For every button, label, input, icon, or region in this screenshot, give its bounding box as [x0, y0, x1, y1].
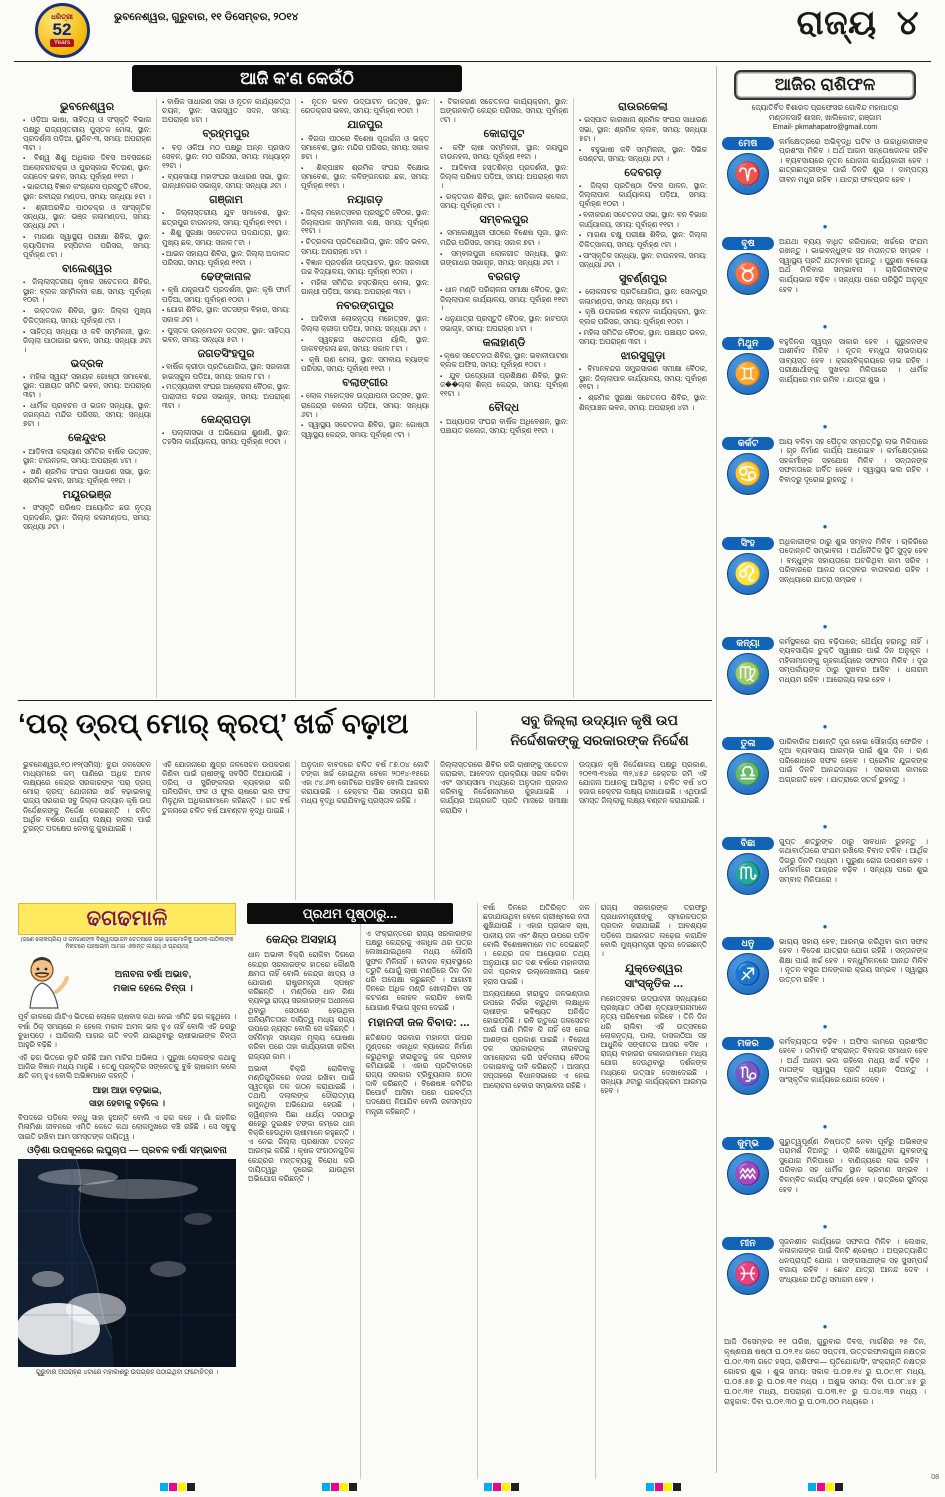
horoscope-text: ଗୁରୁତ୍ୱପୂର୍ଣ୍ଣ ନିଷ୍ପତ୍ତି ନେବା ପୂର୍ବରୁ ଅଭିଜ୍ଞଙ୍କ ପରାମର୍ଶ ନିଅନ୍ତୁ । ଚାକିରି ଖୋଜୁଥିବା ଯୁବକଙ୍କୁ ସୁଯୋଗ ମିଳିପାରେ । ବାଣିଜ୍ୟରେ ଲାଭ ରହିବ । ପରିବାର ସହ ଧାର୍ମିକ ସ୍ଥାନ ଭ୍ରମଣ ସମ୍ଭବ । ବିଳମ୍ବିତ କାର୍ଯ୍ୟ ସଂପୂର୍ଣ୍ଣ ହେବ । ରାତ୍ରିରେ ସୁନିଦ୍ରା ହେବ । [779, 1136, 928, 1194]
zodiac-figure [722, 637, 774, 695]
event-item: ▪ କୃଷି ଯନ୍ତ୍ରପାତି ପ୍ରଦର୍ଶନୀ, ସ୍ଥାନ: କୃଷି ଫାର୍ମ ପଡ଼ିଆ, ସମୟ: ପୂର୍ବାହ୍ଣ ୧୦ଟା । [162, 286, 290, 304]
district-heading: ଢେଙ୍କାନାଳ [201, 270, 251, 283]
event-item: ▪ ସାହିତ୍ୟ ସନ୍ଧ୍ୟା ଓ କବି ସମ୍ମିଳନୀ, ସ୍ଥାନ: ଜିଲ୍ଲା ପାଠାଗାର ଭବନ, ସମୟ: ସନ୍ଧ୍ୟା ୬ଟା । [23, 328, 151, 355]
cartoon-paragraph: ପୂର୍ବ କାଳରେ ଗାଁଟିଏ ଭିତରେ ଲୋକେ ଚାଷବାସ କଥା ନେଇ ଏମିତି ଢଗ କହୁଥିଲେ । ବର୍ଷା ଠିକ୍ ସମୟରେ ନ ହେଲେ ମକାଳ ଅମଳ ଭଲ ହୁଏ ନାହିଁ ବୋଲି ଏହି ଢଗରୁ ବୁଝାପଡ଼େ । ଆଜିକାଲି ପାଗର ଗତି ବଦଳି ଯାଇଥିବାରୁ ଚାଷୀଭାଇଙ୍କ ଚିନ୍ତା ଆହୁରି ବଢ଼ିଛି । [18, 1012, 236, 1050]
horoscope-entry [722, 1032, 928, 1132]
lead-body-column: ଅନୁଦାନ ବାବଦରେ ଚଳିତ ବର୍ଷ ୮୭.୦୪ କୋଟି ଟଙ୍କା ଖର୍ଚ୍ଚ ହୋଇଥିବା ବେଳେ ୨୦୧୪-୧୫ରେ ଏହା ୯୪.୬୩ କୋଟିରେ ପହଞ୍ଚିବ ବୋଲି ଆକଳନ କରାଯାଇଛି । ହେକ୍ଟର ପିଛା ସହାୟତା ରାଶି ମଧ୍ୟ ବୃଦ୍ଧି କରାଯିବାକୁ ପ୍ରସ୍ତାବ ରହିଛି । [295, 760, 434, 900]
zodiac-name: ଧନୁ [722, 937, 774, 950]
horoscope-entry [722, 232, 928, 332]
zodiac-figure [722, 437, 774, 495]
event-item: ▪ ରକ୍ତଦାନ ଶିବିର, ସ୍ଥାନ: ମେଡିକାଲ କଲେଜ, ସମୟ: ପୂର୍ବାହ୍ଣ ୯ଟା । [440, 193, 568, 211]
horoscope-entry [722, 332, 928, 432]
zodiac-icon: ♈ [727, 153, 769, 195]
event-item: ▪ ଅଧ୍ୟାପକ ସଂଘର ବାର୍ଷିକ ଅଧିବେଶନ, ସ୍ଥାନ: ପଞ୍ଚାୟତ କଲେଜ, ସମୟ: ପୂର୍ବାହ୍ଣ ୧୧ଟା । [440, 418, 568, 436]
zodiac-icon: ♒ [727, 1153, 769, 1195]
zodiac-name: ମୀନ [722, 1237, 774, 1250]
event-item: ▪ ସ୍ୱଚ୍ଛତା ସଚେତନତା ର୍ୟାଲି, ସ୍ଥାନ: ଡାକବଙ୍ଗଳା ଛକ, ସମୟ: ସକାଳ ୮ଟା । [301, 336, 429, 354]
zodiac-name: ମେଷ [722, 137, 774, 150]
registration-marks [484, 1483, 519, 1491]
article-subhead: ମହାନଦୀ ଜଳ ବିବାଦ: ... [367, 1016, 470, 1029]
event-item: ▪ ଖଣି ଶ୍ରମିକ ସଂଘର ସାଧାରଣ ସଭା, ସ୍ଥାନ: ଶ୍ରମିକ ଭବନ, ସମୟ: ପୂର୍ବାହ୍ଣ ୧୧ଟା । [23, 468, 151, 486]
zodiac-icon: ♑ [727, 1053, 769, 1095]
event-item: ▪ ଶିଶୁ ସୁରକ୍ଷା ସଚେତନତା ପଦଯାତ୍ରା, ସ୍ଥାନ: ମୁଖ୍ୟ ଛକ, ସମୟ: ସକାଳ ୮ଟା । [162, 229, 290, 247]
masthead-logo [22, 3, 102, 61]
paper-name: ଧରିତ୍ରୀ [51, 13, 73, 21]
weather-photo-caption: ଗୁରୁବାର ଅପରାହ୍ଣ ୪ଟାରେ ମହାକାଶରୁ ଉପଗ୍ରହ ପଠାଇଥିବା ଫଟୋଚିତ୍ର । [35, 1369, 219, 1377]
event-item: ▪ ଜିଲ୍ଲା ପ୍ରତିଷ୍ଠା ଦିବସ ପାଳନ, ସ୍ଥାନ: ଜିଲ୍ଲାପାଳ କାର୍ଯ୍ୟାଳୟ ପଡ଼ିଆ, ସମୟ: ପୂର୍ବାହ୍ଣ ୧୦ଟା । [579, 182, 707, 209]
event-item: ▪ କଫି ଚାଷୀ ସମ୍ମିଳନୀ, ସ୍ଥାନ: ଜୟପୁର ଟାଉନହଲ, ସମୟ: ପୂର୍ବାହ୍ଣ ୧୧ଟା । [440, 144, 568, 162]
district-heading: ବ୍ରହ୍ମପୁର [202, 128, 250, 141]
horoscope-text: କର୍ମସ୍ଥଳରେ ଚାପ ବଢ଼ିପାରେ; ଧୈର୍ଯ୍ୟ ହରାନ୍ତୁ ନାହିଁ । ବ୍ୟବସାୟିକ ଚୁକ୍ତି ସ୍ୱାକ୍ଷର ପାଇଁ ଦିନ ଅନୁକୂଳ । ମହିଳାମାନଙ୍କୁ ଗୃହକାର୍ଯ୍ୟରେ ସଫଳତା ମିଳିବ । ଦୂର ସମ୍ପର୍କୀୟଙ୍କ ଠାରୁ ସୁଖବର ଆସିବ । ଧନାଗମ ମଧ୍ୟମ ରହିବ । ଆରୋଗ୍ୟ ଲାଭ ହେବ । [779, 636, 928, 684]
article-text: ବର୍ଷା ଦିନରେ ଅତିରିକ୍ତ ଜଳ ଛଡ଼ାଯାଉଥିବା ବେଳେ ଗ୍ରୀଷ୍ମରେ ନଦୀ ଶୁଖିଯାଉଛି । ଏହାର ପ୍ରଭାବ ଚାଷ, ପାନୀୟ ଜଳ ଏବଂ ଶିଳ୍ପ ଉପରେ ପଡ଼ିବ ବୋଲି ବିଶେଷଜ୍ଞମାନେ ମତ ଦେଇଛନ୍ତି । କେନ୍ଦ୍ର ଜଳ ଆୟୋଗର ତଥ୍ୟ ଅନୁଯାୟୀ ଗତ ଦଶ ବର୍ଷରେ ମହାନଦୀର ଜଳ ପ୍ରବାହ ଉଲ୍ଲେଖନୀୟ ଭାବେ ହ୍ରାସ ପାଇଛି । [483, 903, 590, 986]
district-heading: ଦେବଗଡ଼ [624, 166, 662, 179]
zodiac-name: ସିଂହ [722, 537, 774, 550]
zodiac-figure [722, 137, 774, 195]
event-item: ▪ ମତ୍ସ୍ୟଜୀବୀ ସଂଘର ଆଲୋଚନା ବୈଠକ, ସ୍ଥାନ: ପାରାଦୀପ ବନ୍ଦର ସଭାଗୃହ, ସମୟ: ଅପରାହ୍ଣ ୩ଟା । [162, 383, 290, 410]
event-item: ▪ ପଲ୍ଲୀସଭା ଓ ଅଭିଯୋଗ ଶୁଣାଣି, ସ୍ଥାନ: ତହସିଲ କାର୍ଯ୍ୟାଳୟ, ସମୟ: ପୂର୍ବାହ୍ଣ ୧୦ଟା । [162, 429, 290, 447]
registration-marks [322, 1483, 357, 1491]
event-item: ▪ ଚିତ୍ରକଳା ପ୍ରତିଯୋଗିତା, ସ୍ଥାନ: ସହିଦ ଭବନ, ସମୟ: ଅପରାହ୍ଣ ୪ଟା । [301, 238, 429, 256]
event-item: ▪ ଯୁବ ଉଦ୍ୟୋଗୀ ପ୍ରଶିକ୍ଷଣ ଶିବିର, ସ୍ଥାନ: ଜ��ଲ୍ଲା ଶିଳ୍ପ କେନ୍ଦ୍ର, ସମୟ: ପୂର୍ବାହ୍ଣ ୧୧ଟା । [440, 372, 568, 399]
zodiac-icon: ♍ [727, 653, 769, 695]
event-item: ▪ ବାର୍ଷିକ ସାଧାରଣ ସଭା ଓ ନୂତନ କାର୍ଯ୍ୟକର୍ତ୍ତା ଚୟନ, ସ୍ଥାନ: ସାରସ୍ୱତ ସଦନ, ସମୟ: ଅପରାହ୍ଣ ୪ଟା । [162, 98, 290, 125]
article-text: ଅନ୍ୟପକ୍ଷରେ ହୀରାକୁଦ ଜଳଭଣ୍ଡାର ଉପରେ ନିର୍ଭର କରୁଥିବା ଲକ୍ଷାଧିକ ଚାଷୀଙ୍କ ଭବିଷ୍ୟତ ଅନିଶ୍ଚିତ ହୋଇପଡ଼ିଛି । ରବି ଋତୁରେ ଜଳସେଚନ ପାଇଁ ପାଣି ମିଳିବ କି ନାହିଁ ସେ ନେଇ ଆଶଙ୍କା ପ୍ରକାଶ ପାଇଛି । ବିରୋଧୀ ଦଳ ସରକାରଙ୍କ ନୀରବତାକୁ ସମାଲୋଚନା କରି ସର୍ବଦଳୀୟ ବୈଠକ ଡକାଇବାକୁ ଦାବି କରିଛନ୍ତି । ଆସନ୍ତା ସପ୍ତାହରେ ବିଧାନସଭାରେ ଏ ନେଇ ଆଲୋଚନା ହେବାର ସମ୍ଭାବନା ରହିଛି । [483, 988, 590, 1090]
event-item: ▪ ପୁସ୍ତକ ଉନ୍ମୋଚନ ଉତ୍ସବ, ସ୍ଥାନ: ସାହିତ୍ୟ ଭବନ, ସମୟ: ସନ୍ଧ୍ୟା ୫ଟା । [162, 327, 290, 345]
kicker-line2: ନିର୍ଦ୍ଦେଶକଙ୍କୁ ସରକାରଙ୍କ ନିର୍ଦ୍ଦେଶ [510, 731, 689, 748]
district-heading: ବୌଦ୍ଧ [488, 402, 520, 415]
section-name: ରାଜ୍ୟ [796, 4, 877, 42]
zodiac-name: ବିଛା [722, 837, 774, 850]
header-rule [14, 61, 931, 62]
event-item: ▪ ବିଶ୍ୱ ଶିଶୁ ଅଧିକାର ଦିବସ ଅବସରରେ ଆଲୋଚନାଚକ୍ର ଓ ପୁରସ୍କାର ବିତରଣ, ସ୍ଥାନ: ଜୟଦେବ ଭବନ, ସମୟ: ପୂର୍ବାହ୍ଣ ୧୧ଟା । [23, 154, 151, 181]
cartoon-couplet-2 [18, 1084, 236, 1110]
horoscope-text: ବହୁଦିନର ସ୍ୱପ୍ନ ସାକାର ହେବ । ଗୁରୁଜନଙ୍କ ଆଶୀର୍ବାଦ ମିଳିବ । ନୂତନ ବନ୍ଧୁତା ଲାଭଦାୟକ ସାବ୍ୟସ୍ତ ହେବ । କ୍ରୟବିକ୍ରୟରେ ଲାଭ ରହିବ । ପରୀକ୍ଷାର୍ଥୀଙ୍କୁ ସୁଖବର ମିଳିପାରେ । ଧାର୍ମିକ କାର୍ଯ୍ୟରେ ମନ ରମିବ । ଯାତ୍ରା ଶୁଭ । [779, 336, 928, 384]
couplet2-line2: ସାହା ହେବାକୁ ବଢ଼ିଲେ । [88, 1097, 166, 1108]
events-column [573, 98, 712, 698]
astrologer-address: ମଣ୍ଡଳସାହି ଶାସନ, ଖାଲିକୋଟ, ଗଞ୍ଜାମ [768, 112, 882, 122]
zodiac-icon: ♐ [727, 953, 769, 995]
event-item: ▪ କୃଷି ଉପକରଣ ବଣ୍ଟନ କାର୍ଯ୍ୟକ୍ରମ, ସ୍ଥାନ: ବ୍ଲକ ପରିସର, ସମୟ: ପୂର୍ବାହ୍ଣ ୧୦ଟା । [579, 308, 707, 326]
horoscope-list [722, 132, 928, 1332]
article-subhead: କେନ୍ଦ୍ର ଅସହାୟ [266, 934, 337, 946]
events-columns [18, 98, 712, 698]
event-item: ▪ ଜିଲ୍ଲାସ୍ତରୀୟ ଯୁବ ସମାବେଶ, ସ୍ଥାନ: ଛତ୍ରପୁର ଟାଉନହଲ, ସମୟ: ପୂର୍ବାହ୍ଣ ୧୧ଟା । [162, 209, 290, 227]
event-item: ▪ ଭାରତୀୟ ବିଜ୍ଞାନ କଂଗ୍ରେସ ପ୍ରସ୍ତୁତି ବୈଠକ, ସ୍ଥାନ: ରବୀନ୍ଦ୍ର ମଣ୍ଡପ, ସମୟ: ସନ୍ଧ୍ୟା ୫ଟା । [23, 183, 151, 201]
event-item: ▪ ଓଡ଼ିଆ ଭାଷା, ସାହିତ୍ୟ ଓ ସଂସ୍କୃତି ବିଭାଗ ପକ୍ଷରୁ ରାଜ୍ୟସ୍ତରୀୟ ପୁସ୍ତକ ମେଳା, ସ୍ଥାନ: ପ୍ରଦର୍ଶନୀ ପଡ଼ିଆ, ୟୁନିଟ-୩, ସମୟ: ଅପରାହ୍ଣ ୩ଟା । [23, 116, 151, 152]
horoscope-title: ଆଜିର ରାଶିଫଳ [734, 70, 916, 100]
event-item: ▪ ସଂସ୍କୃତି ପରିଷଦ ଆୟୋଜିତ ଛଉ ନୃତ୍ୟ ପ୍ରଦର୍ଶନ, ସ୍ଥାନ: ଜିଲ୍ଲା କଳାମଣ୍ଡପ, ସମୟ: ସନ୍ଧ୍ୟା ୬ଟା । [23, 504, 151, 531]
astrologer-name: ଜ୍ୟୋତିର୍ବିଦ ବିଶାରଦ ପ୍ରଫେସର ଗୋବିନ୍ଦ ମହାପାତ୍ର [751, 103, 899, 112]
district-heading: ରାଉରକେଲା [618, 101, 668, 113]
continued-column [595, 903, 713, 1479]
horoscope-entry [722, 132, 928, 232]
event-item: ▪ ଧନୁଯାତ୍ରା ପ୍ରସ୍ତୁତି ବୈଠକ, ସ୍ଥାନ: ହାଟପଡ଼ା ସଭାଗୃହ, ସମୟ: ଅପରାହ୍ଣ ୪ଟା । [440, 315, 568, 333]
years-label: Years [50, 39, 74, 47]
event-item: ▪ ବିଜ୍ଞାନ ପ୍ରଦର୍ଶନୀ ଉଦ୍‌ଘାଟନ, ସ୍ଥାନ: ସରକାରୀ ଉଚ୍ଚ ବିଦ୍ୟାଳୟ, ସମୟ: ପୂର୍ବାହ୍ଣ ୧୦ଟା । [301, 259, 429, 277]
lead-kicker [476, 711, 712, 750]
horoscope-entry [722, 732, 928, 832]
horoscope-sidebar [722, 70, 928, 1478]
article-text: ରାଜ୍ୟ ସରକାରଙ୍କ ତରଫରୁ ପ୍ରଧାନମନ୍ତ୍ରୀଙ୍କୁ ସ୍ମାରକପତ୍ର ପ୍ରଦାନ କରାଯାଇଛି । ଆବଶ୍ୟକ ପଡ଼ିଲେ ଆଇନଗତ ଲଢ଼େଇ କରାଯିବ ବୋଲି ମୁଖ୍ୟମନ୍ତ୍ରୀ ସୂଚନା ଦେଇଛନ୍ତି । [600, 903, 707, 958]
district-heading: କେନ୍ଦ୍ରାପଡ଼ା [201, 413, 251, 426]
satellite-weather-image [18, 1159, 236, 1367]
horoscope-entry [722, 932, 928, 1032]
event-item: ▪ ଜିଲ୍ଲା ମହୋତ୍ସବର ପ୍ରସ୍ତୁତି ବୈଠକ, ସ୍ଥାନ: ଜିଲ୍ଲାପାଳ ସମ୍ମିଳନୀ କକ୍ଷ, ସମୟ: ପୂର୍ବାହ୍ଣ ୧୧ଟା । [301, 209, 429, 236]
lead-body-column: ଉଦ୍ୟାନ କୃଷି ନିର୍ଦ୍ଦେଶାଳୟ ପକ୍ଷରୁ ପ୍ରକାଶ, ୨୦୧୩-୧୪ରେ ୩୨,୪୫୬ ହେକ୍ଟର ଜମି ଏହି ଯୋଜନା ଅଧୀନକୁ ଆସିଥିଲା । ଚଳିତ ବର୍ଷ ୪୦ ହଜାର ହେକ୍ଟର ଲକ୍ଷ୍ୟ ରଖାଯାଇଛି । ଏଥିପାଇଁ ସମସ୍ତ ଜିଲ୍ଲାକୁ ଲକ୍ଷ୍ୟ ବଣ୍ଟନ କରାଯାଇଛି । [573, 760, 712, 900]
horoscope-text: ଅଧିକାରୀଙ୍କ ଠାରୁ ଶୁଭ ସମ୍ବାଦ ମିଳିବ । ଚାକିରିରେ ପଦୋନ୍ନତି ସମ୍ଭାବନା । ଅର୍ଥନୈତିକ ସ୍ଥିତି ସୁଦୃଢ଼ ହେବ । ବନ୍ଧୁଙ୍କ ସହାୟତାରେ ଅଟକିଥିବା କାମ ସରିବ । ପରିବାରରେ ଆନନ୍ଦ ଉତ୍ସବର ବାତାବରଣ ରହିବ । ସନ୍ଧ୍ୟାରେ ଯାତ୍ରା ସମ୍ଭବ । [779, 536, 928, 584]
zodiac-icon: ♏ [727, 853, 769, 895]
event-item: ▪ କୃଷି ଋଣ ମେଳା, ସ୍ଥାନ: ସମବାୟ ବ୍ୟାଙ୍କ ପରିସର, ସମୟ: ପୂର୍ବାହ୍ଣ ୧୧ଟା । [301, 356, 429, 374]
lead-body [18, 760, 712, 900]
zodiac-icon: ♌ [727, 553, 769, 595]
zodiac-figure [722, 937, 774, 995]
event-item: ▪ ଧାର୍ମିକ ପ୍ରବଚନ ଓ ଭଜନ ସନ୍ଧ୍ୟା, ସ୍ଥାନ: ଜଗନ୍ନାଥ ମନ୍ଦିର ପରିସର, ସମୟ: ସନ୍ଧ୍ୟା ୭ଟା । [23, 402, 151, 429]
horoscope-entry [722, 632, 928, 732]
event-item: ▪ ସ୍ୱାସ୍ଥ୍ୟ ସଚେତନତା ଶିବିର, ସ୍ଥାନ: ଗୋଷ୍ଠୀ ସ୍ୱାସ୍ଥ୍ୟ କେନ୍ଦ୍ର, ସମୟ: ପୂର୍ବାହ୍ଣ ୯ଟା । [301, 421, 429, 439]
events-column [434, 98, 573, 698]
zodiac-figure [722, 737, 774, 795]
events-column [156, 98, 295, 698]
event-item: ▪ ଆଇନ ସହାୟତା ଶିବିର, ସ୍ଥାନ: ଜିଲ୍ଲା ଅଦାଲତ ପରିସର, ସମୟ: ପୂର୍ବାହ୍ଣ ୧୧ଟା । [162, 250, 290, 268]
zodiac-figure [722, 837, 774, 895]
zodiac-name: ତୁଳା [722, 737, 774, 750]
event-item: ▪ ମହିଳା ସ୍ୱୟଂ ସହାୟକ ଗୋଷ୍ଠୀ ସମାବେଶ, ସ୍ଥାନ: ପଞ୍ଚାୟତ ସମିତି ଭବନ, ସମୟ: ଅପରାହ୍ଣ ୩ଟା । [23, 373, 151, 400]
event-item: ▪ ବିରଜା ପୀଠରେ ବିଶେଷ ପୂଜାର୍ଚ୍ଚନା ଓ ଭକ୍ତ ସମାବେଶ, ସ୍ଥାନ: ମନ୍ଦିର ପରିସର, ସମୟ: ସକାଳ ୭ଟା । [301, 135, 429, 162]
event-item: ▪ ଶିଳ୍ପାଞ୍ଚଳ ଶ୍ରମିକ ସଂଘର ବିକ୍ଷୋଭ ସମାବେଶ, ସ୍ଥାନ: କଳିଙ୍ଗନଗର ଛକ, ସମୟ: ପୂର୍ବାହ୍ଣ ୧୧ଟା । [301, 164, 429, 191]
astrologer-byline [722, 103, 928, 132]
events-column [295, 98, 434, 698]
page-title [797, 4, 919, 43]
event-item: ▪ ଲୋକନାଟକ ପ୍ରତିଯୋଗିତା, ସ୍ଥାନ: ସୋନପୁର କଳାମଣ୍ଡପ, ସମୟ: ସନ୍ଧ୍ୟା ୭ଟା । [579, 288, 707, 306]
district-heading: ଭୁବନେଶ୍ୱର [59, 101, 115, 113]
horoscope-text: ଆୟ ବଳିବା ସହ ପୈତୃକ ସମ୍ପତ୍ତିରୁ ଲାଭ ମିଳିପାରେ । ଗୃହ ନିର୍ମାଣ କାର୍ଯ୍ୟ ଆଗେଇବ । କର୍ମକ୍ଷେତ୍ରରେ ସହକର୍ମୀଙ୍କ ସହଯୋଗ ମିଳିବ । ସନ୍ତାନଙ୍କ ସଫଳତାରେ ଗର୍ବିତ ହେବେ । ସ୍ୱାସ୍ଥ୍ୟ ଭଲ ରହିବ । ବିବାଦରୁ ଦୂରେଇ ରୁହନ୍ତୁ । [779, 436, 928, 484]
continued-column [477, 903, 595, 1479]
continued-columns [243, 903, 712, 1479]
zodiac-name: ମକର [722, 1037, 774, 1050]
cartoon-couplet [70, 968, 236, 997]
anniversary-badge-icon [35, 3, 90, 58]
cartoon-paragraph: ଏହି ଢଗ ଭିତରେ ଲୁଚି ରହିଛି ଆମ ମାଟିର ଅଭିଜ୍ଞତା । ପୁରୁଖା ଲୋକଙ୍କ କଥାକୁ ଆଜିର ବିଜ୍ଞାନ ମଧ୍ୟ ମାନୁଛି । ତେଣୁ ପ୍ରକୃତିର ସଙ୍କେତକୁ ବୁଝି ଚାଷକାମ କଲେ କ୍ଷତି କମ୍ ହୁଏ ବୋଲି ଅଭିଜ୍ଞମାନେ କହନ୍ତି । [18, 1052, 236, 1081]
sidebar-divider [716, 66, 717, 1473]
article-subhead: ଯୁକ୍ତେଶ୍ୱର ସାଂସ୍କୃତିକ ... [624, 963, 684, 990]
event-item: ▪ ଶ୍ରମିକ ସୁରକ୍ଷା ସଚେତନତା ଶିବିର, ସ୍ଥାନ: ଶିଳ୍ପାଞ୍ଚଳ ଭବନ, ସମୟ: ଅପରାହ୍ଣ ୪ଟା । [579, 394, 707, 412]
zodiac-figure [722, 1037, 774, 1095]
district-heading: ନୟାଗଡ଼ [347, 193, 383, 206]
district-heading: ଭଦ୍ରକ [70, 357, 104, 370]
cartoon-intro-row [18, 954, 236, 1010]
continued-banner: ପ୍ରଥମ ପୃଷ୍ଠାରୁ... [247, 903, 453, 924]
couplet-line2: ମକାଳ ହେଲେ ଚିନ୍ତା । [113, 983, 193, 995]
district-heading: ବରଗଡ଼ [487, 270, 521, 283]
zodiac-name: ମିଥୁନ [722, 337, 774, 350]
lead-body-column: ଏହି ଯୋଜନାରେ କ୍ଷୁଦ୍ର ଜଳସେଚନ ଉପକରଣ କିଣିବା ପାଇଁ ଚାଷୀଙ୍କୁ ସବସିଡି ଦିଆଯାଉଛି । ଡ୍ରିପ୍ ଓ ସ୍ପ୍ରିଙ୍କଲର ବ୍ୟବହାର କରି ପନିପରିବା, ଫଳ ଓ ଫୁଲ ଚାଷରେ ଭଲ ଫଳ ମିଳୁଥିବା ଅଧିକାରୀମାନେ କହିଛନ୍ତି । ଗତ ବର୍ଷ ତୁଳନାରେ ଚଳିତ ବର୍ଷ ଆବଣ୍ଟନ ବୃଦ୍ଧି ପାଇଛି । [156, 760, 295, 900]
lead-headline: ‘ପର୍ ଡ୍ରପ୍ ମୋର୍ କ୍ରପ୍’ ଖର୍ଚ୍ଚ ବଢ଼ାଅ [18, 708, 409, 739]
years-number: 52 [52, 19, 72, 39]
article-text: ମହୋତ୍ସବର ଉଦ୍‌ଘାଟନୀ ସନ୍ଧ୍ୟାରେ ପ୍ରଖ୍ୟାତ ଓଡ଼ିଶୀ ନୃତ୍ୟାଙ୍ଗନାମାନେ ନୃତ୍ୟ ପରିବେଷଣ କରିବେ । ତିନି ଦିନ ଧରି ଚାଲିବା ଏହି ଉତ୍ସବରେ ଲୋକନୃତ୍ୟ, ପାଲା, ଦାସକାଠିଆ ସହ ଆଧୁନିକ ସଙ୍ଗୀତର ଆସର ବସିବ । ରାଜ୍ୟ ବାହାରର କଳାକାରମାନେ ମଧ୍ୟ ଯୋଗ ଦେଉଥିବାରୁ ଦର୍ଶକଙ୍କ ମଧ୍ୟରେ ଉତ୍ସାହ ଦେଖାଦେଇଛି । ସନ୍ଧ୍ୟା ୬ଟାରୁ କାର୍ଯ୍ୟକ୍ରମ ଆରମ୍ଭ ହେବ । [600, 994, 707, 1095]
event-item: ▪ ମହିଳା ସମିତିର ବୈଠକ, ସ୍ଥାନ: ପଞ୍ଚାୟତ ଭବନ, ସମୟ: ଅପରାହ୍ଣ ୩ଟା । [579, 329, 707, 347]
plate-number: 08 [931, 1474, 939, 1481]
lead-body-column: ଜିଲ୍ଲାସ୍ତରରେ ଶିବିର କରି ଚାଷୀଙ୍କୁ ସଚେତନ କରାଇବା, ଆବେଦନ ପ୍ରକ୍ରିୟା ସରଳ କରିବା ଏବଂ ସମୟସୀମା ମଧ୍ୟରେ ଅନୁଦାନ ପ୍ରଦାନ କରିବାକୁ ନିର୍ଦ୍ଦେଶନାମାରେ କୁହାଯାଇଛି । କାର୍ଯ୍ୟର ଅଗ୍ରଗତି ପ୍ରତି ମାସରେ ସମୀକ୍ଷା କରାଯିବ । [434, 760, 573, 900]
district-heading: ସୁବର୍ଣ୍ଣପୁର [619, 272, 667, 285]
district-heading: ଜଗତସିଂହପୁର [197, 347, 255, 360]
horoscope-text: ସୃଜନଶୀଳ କାର୍ଯ୍ୟରେ ସଫଳତା ମିଳିବ । ଲେଖକ, କଳାକାରଙ୍କ ପାଇଁ ଦିନଟି ଶ୍ରେଷ୍ଠ । ଅପ୍ରତ୍ୟାଶିତ ଧନପ୍ରାପ୍ତି ଯୋଗ । ସାଙ୍ଗସାଥୀଙ୍କ ସହ ସୁସମ୍ପର୍କ ବଜାୟ ରହିବ । ଛୋଟ ଯାତ୍ରା ଆନନ୍ଦ ଦେବ । ସଂଧ୍ୟାରେ ଅତିଥି ସମାଗମ ହେବ । [779, 1236, 928, 1284]
horoscope-text: ଭାଗ୍ୟ ସହାୟ ହେବ; ଆରମ୍ଭ କରିଥିବା କାମ ସଫଳ ହେବ । ବିଦେଶ ଯାତ୍ରାର ଯୋଗ ରହିଛି । ସନ୍ତାନଙ୍କ ଶିକ୍ଷା ପାଇଁ ଖର୍ଚ୍ଚ ହେବ । ବନ୍ଧୁମିଳନରେ ଆନନ୍ଦ ମିଳିବ । ନୂତନ ବସ୍ତ୍ର ଅଳଙ୍କାର କ୍ରୟ ସମ୍ଭବ । ସ୍ୱାସ୍ଥ୍ୟ ଉତ୍ତମ ରହିବ । [779, 936, 928, 984]
lead-body-column: ଭୁବନେଶ୍ୱର,୧୦।୧୨(ସମିସ): ବୁନ୍ଦା ଜଳସେଚନ ମାଧ୍ୟମରେ କମ୍ ପାଣିରେ ଅଧିକ ଅମଳ ଲକ୍ଷ୍ୟରେ କେନ୍ଦ୍ର ସରକାରଙ୍କ ‘ପର୍ ଡ୍ରପ୍ ମୋର୍ କ୍ରପ୍’ ଯୋଜନାର ଖର୍ଚ୍ଚ ବଢ଼ାଇବାକୁ ରାଜ୍ୟ ସରକାର ସବୁ ଜିଲ୍ଲା ଉଦ୍ୟାନ କୃଷି ଉପ ନିର୍ଦ୍ଦେଶକଙ୍କୁ ନିର୍ଦ୍ଦେଶ ଦେଇଛନ୍ତି । ଚଳିତ ଆର୍ଥିକ ବର୍ଷରେ ଧାର୍ଯ୍ୟ ଲକ୍ଷ୍ୟ ହାସଲ ପାଇଁ ତୁରନ୍ତ ପଦକ୍ଷେପ ନେବାକୁ କୁହାଯାଇଛି । [23, 760, 151, 833]
event-item: ▪ ବହୁଭାଷୀ କବି ସମ୍ମିଳନୀ, ସ୍ଥାନ: ସିଭିକ ସେଣ୍ଟର, ସମୟ: ସନ୍ଧ୍ୟା ୬ଟା । [579, 146, 707, 164]
event-item: ▪ ସାଂସ୍କୃତିକ ସନ୍ଧ୍ୟା, ସ୍ଥାନ: ଟାଉନହଲ, ସମୟ: ସନ୍ଧ୍ୟା ୬ଟା । [579, 252, 707, 270]
event-item: ▪ ମାଗଣା ସ୍ୱାସ୍ଥ୍ୟ ପରୀକ୍ଷା ଶିବିର, ସ୍ଥାନ: କ୍ୟାପିଟାଲ ହସ୍ପିଟାଲ ପରିସର, ସମୟ: ପୂର୍ବାହ୍ଣ ୯ଟା । [23, 233, 151, 260]
continued-column [360, 903, 478, 1479]
event-item: ▪ ବ୍ୟବସାୟୀ ମହାସଂଘର ସାଧାରଣ ସଭା, ସ୍ଥାନ: ଗାନ୍ଧୀନଗର ସଭାଗୃହ, ସମୟ: ସନ୍ଧ୍ୟା ୬ଟା । [162, 173, 290, 191]
district-heading: ବଲାଙ୍ଗୀର [342, 376, 388, 389]
horoscope-entry [722, 532, 928, 632]
continued-section [243, 903, 712, 1479]
horoscope-entry [722, 1132, 928, 1232]
event-item: ▪ ଧାନ ମଣ୍ଡି ପରିଚାଳନା ସମୀକ୍ଷା ବୈଠକ, ସ୍ଥାନ: ଜିଲ୍ଲାପାଳ କାର୍ଯ୍ୟାଳୟ, ସମୟ: ପୂର୍ବାହ୍ଣ ୧୧ଟା । [440, 286, 568, 313]
couplet2-line1: ଆହା ଆହା ବଡ଼ଭାଇ, [92, 1084, 162, 1095]
horoscope-text: ଅଯଥା ବ୍ୟୟ ବାଧିତ କରିପାରେ; ଖର୍ଚ୍ଚରେ ସଂଯମ ରଖନ୍ତୁ । ଭାଇବନ୍ଧୁଙ୍କ ସହ ମତାନ୍ତର ସମ୍ଭବ । ସ୍ୱାସ୍ଥ୍ୟ ପ୍ରତି ଯତ୍ନବାନ ହୁଅନ୍ତୁ । ପୁରୁଣା ବକେୟା ଅର୍ଥ ମିଳିବାର ସମ୍ଭାବନା । ଚାକିରିଜୀବୀଙ୍କ କାର୍ଯ୍ୟଭାର ବଢ଼ିବ । ସନ୍ଧ୍ୟା ପରେ ପରିସ୍ଥିତି ଅନୁକୂଳ ହେବ । [779, 236, 928, 294]
registration-marks [808, 1483, 843, 1491]
article-text: ଏ ସଂକ୍ରାନ୍ତରେ ରାଜ୍ୟ ସରକାରଙ୍କ ପକ୍ଷରୁ କେନ୍ଦ୍ରକୁ ଏକାଧିକ ଥର ପତ୍ର ଲେଖାଯାଇଥିଲେ ମଧ୍ୟ କୌଣସି ସୁଫଳ ମିଳିନାହିଁ । ଟୋକନ ବ୍ୟବସ୍ଥାରେ ତ୍ରୁଟି ଯୋଗୁଁ ଚାଷୀ ମଣ୍ଡିରେ ଦିନ ଦିନ ଧରି ଅପେକ୍ଷା କରୁଛନ୍ତି । ଆଗାମୀ ଦିନରେ ଅଧିକ ମଣ୍ଡି ଖୋଲାଯିବା ସହ କଟକଣା କୋହଳ କରାଯିବ ବୋଲି ଯୋଗାଣ ବିଭାଗ ସୂଚନା ଦେଇଛି । [365, 929, 472, 1012]
event-item: ▪ ଲୋକ ମହୋତ୍ସବ ଉଦ୍‌ଯାପନୀ ଉତ୍ସବ, ସ୍ଥାନ: ରାଜେନ୍ଦ୍ର କଲେଜ ପଡ଼ିଆ, ସମୟ: ସନ୍ଧ୍ୟା ୬ଟା । [301, 392, 429, 419]
zodiac-name: ବୃଷ [722, 237, 774, 250]
event-item: ▪ ବିମାନବନ୍ଦର ସମ୍ପ୍ରସାରଣ ସମୀକ୍ଷା ବୈଠକ, ସ୍ଥାନ: ଜିଲ୍ଲାପାଳ କାର୍ଯ୍ୟାଳୟ, ସମୟ: ପୂର୍ବାହ୍ଣ ୧୧ଟା । [579, 365, 707, 392]
cartoon-figure-illustration [18, 954, 70, 1010]
weather-photo-headline: ଓଡ଼ିଶା ଉପକୂଳରେ ଲଘୁଚାପ — ପ୍ରବଳ ବର୍ଷା ସମ୍ଭାବନା [27, 1144, 227, 1156]
kicker-line1: ସବୁ ଜିଲ୍ଲା ଉଦ୍ୟାନ କୃଷି ଉପ [520, 712, 678, 728]
zodiac-figure [722, 237, 774, 295]
zodiac-name: କନ୍ୟା [722, 637, 774, 650]
astrologer-email: Email- pkmahapatro@gmail.com [772, 122, 878, 132]
zodiac-icon: ♎ [727, 753, 769, 795]
article-text: ଧାନ ଅଭାବୀ ବିକ୍ରି ରୋକିବା ଦିଗରେ କେନ୍ଦ୍ର ସରକାରଙ୍କ ହାତରେ କୌଣସି କ୍ଷମତା ନାହିଁ ବୋଲି କେନ୍ଦ୍ର ଖାଦ୍ୟ ଓ ଯୋଗାଣ ରାଷ୍ଟ୍ରମନ୍ତ୍ରୀ ସ୍ପଷ୍ଟ କରିଛନ୍ତି । ମଣ୍ଡିରେ ଧାନ କିଣା ବ୍ୟବସ୍ଥା ରାଜ୍ୟ ସରକାରଙ୍କ ଅଧୀନରେ ଥିବାରୁ ସେଠାରେ ହେଉଥିବା ଅନିୟମିତତାର ଦାୟିତ୍ୱ ମଧ୍ୟ ରାଜ୍ୟ ଉପରେ ନ୍ୟସ୍ତ ବୋଲି ସେ କହିଛନ୍ତି । ସର୍ବନିମ୍ନ ସହାୟକ ମୂଲ୍ୟ ଘୋଷଣା କରିବା ପରେ ତାହା କାର୍ଯ୍ୟକାରୀ କରିବା ରାଜ୍ୟର କାମ । [248, 950, 355, 1061]
event-item: ▪ ଟିକାକରଣ ସଚେତନତା କାର୍ଯ୍ୟକ୍ରମ, ସ୍ଥାନ: ଅଙ୍ଗନବାଡ଼ି କେନ୍ଦ୍ର ପରିସର, ସମୟ: ପୂର୍ବାହ୍ଣ ୯ଟା । [440, 98, 568, 125]
zodiac-icon: ♊ [727, 353, 769, 395]
horoscope-entry [722, 1232, 928, 1332]
event-item: ▪ ଇସ୍ପାତ କାରଖାନା ଶ୍ରମିକ ସଂଘର ସାଧାରଣ ସଭା, ସ୍ଥାନ: ଶ୍ରମିକ କ୍ଲବ, ସମୟ: ସନ୍ଧ୍ୟା ୫ଟା । [579, 116, 707, 143]
cartoon-credit: (ଜଣେ ଲୋକପ୍ରିୟ ଓ ଜନଗଣଙ୍କ ବିଶ୍ୱାସଭାଜନ ଚେତନାରେ ଗଢ଼ା ଢଗଢମାଳିକୁ ପାଠକ-ପାଠିକାଙ୍କ ନିକଟରେ ପହଞ୍ଚାଇବା ଆମର ଏକାନ୍ତ ଲକ୍ଷ୍ୟ ଓ ପ୍ରୟାସ) [20, 937, 234, 951]
event-item: ▪ ମାଗଣା ଚକ୍ଷୁ ପରୀକ୍ଷା ଶିବିର, ସ୍ଥାନ: ଜିଲ୍ଲା ଚିକିତ୍ସାଳୟ, ସମୟ: ପୂର୍ବାହ୍ଣ ୯ଟା । [579, 231, 707, 249]
district-heading: କେନ୍ଦୁଝର [68, 432, 106, 445]
panchang-text: ଆଜି ଡିସେମ୍ବର ୧୧ ତାରିଖ, ଗୁରୁବାର ଦିବସ, ମାର୍ଗଶିର ୨୫ ଦିନ, କୃଷ୍ଣପକ୍ଷ ଷଷ୍ଠୀ ଘ.୦୨.୧୪ ଗତେ ସପ୍ତମୀ, ଉତ୍ତରଫାଲଗୁନୀ ନକ୍ଷତ୍ର ଘ.୦୯.୩୩ ଗତେ ହସ୍ତା, ରାଶିଫଳ— ଘୃତିଯୋଗ/ସିଂ, ସଂକ୍ରାନ୍ତି ନକ୍ଷତ୍ର ଗୋଚର ଶୁଭ । ଶୁଭ ସମୟ: ସକାଳ ଘ.୦୭.୧୪ ରୁ ଘ.୦୯.୧୮ ମଧ୍ୟ, ଘ.୦୫.୫୭ ରୁ ଘ.୦୭.୩୧ ମଧ୍ୟ । ଅଶୁଭ ସମୟ: ଦିବା ଘ.୦୮.୪୫ ରୁ ଘ.୦୯.୩୧ ମଧ୍ୟ, ଅପରାହ୍ଣ ଘ.୦୩.୧୯ ରୁ ଘ.୦୪.୩୭ ମଧ୍ୟ । ରାହୁକାଳ: ଦିବା ଘ.୦୧.୩୦ ରୁ ଘ.୦୩.୦୦ ମଧ୍ୟରେ । [724, 1336, 926, 1406]
events-column [18, 98, 156, 698]
horoscope-entry [722, 832, 928, 932]
zodiac-icon: ♓ [727, 1253, 769, 1295]
horoscope-text: ଗୁପ୍ତ ଶତ୍ରୁଙ୍କ ଠାରୁ ସାବଧାନ ରୁହନ୍ତୁ । କଥାବାର୍ତ୍ତାରେ ସଂଯମ ରଖିଲେ ବିବାଦ ଟଳିବ । ଆର୍ଥିକ ଦିଗରୁ ଦିନଟି ମଧ୍ୟମ । ପୁରୁଣା ରୋଗ ଉପଶମ ହେବ । ଧର୍ମକର୍ମରେ ଆଗ୍ରହ ବଢ଼ିବ । ସନ୍ଧ୍ୟା ପରେ ଶୁଭ ସମ୍ବାଦ ମିଳିପାରେ । [779, 836, 928, 884]
events-banner: ଆଜି କ'ଣ କେଉଁଠି [132, 65, 462, 92]
event-item: ▪ ରକ୍ତଦାନ ଶିବିର, ସ୍ଥାନ: ଜିଲ୍ଲା ମୁଖ୍ୟ ଚିକିତ୍ସାଳୟ, ସମୟ: ପୂର୍ବାହ୍ଣ ୯ଟା । [23, 307, 151, 325]
district-heading: ମୟୂରଭଞ୍ଜ [62, 489, 112, 502]
registration-marks [646, 1483, 681, 1491]
horoscope-entry [722, 432, 928, 532]
cartoon-header [18, 903, 236, 935]
event-item: ▪ ମହିଳା ସମିତିର ହସ୍ତଶିଳ୍ପ ମେଳା, ସ୍ଥାନ: ଗାନ୍ଧୀ ପଡ଼ିଆ, ସମୟ: ଅପରାହ୍ଣ ୩ଟା । [301, 279, 429, 297]
lead-article [18, 703, 712, 900]
zodiac-figure [722, 1137, 774, 1195]
district-heading: ଝାରସୁଗୁଡ଼ା [620, 349, 666, 362]
event-item: ▪ ଆଦିବାସୀ ଲୋକନୃତ୍ୟ ମହୋତ୍ସବ, ସ୍ଥାନ: ଜିଲ୍ଲା କ୍ରୀଡ଼ା ପଡ଼ିଆ, ସମୟ: ସନ୍ଧ୍ୟା ୬ଟା । [301, 315, 429, 333]
event-item: ▪ ଆଦିବାସୀ କଲ୍ୟାଣ ସମିତିର ବାର୍ଷିକ ଉତ୍ସବ, ସ୍ଥାନ: ଟାଉନହଲ, ସମୟ: ଅପରାହ୍ଣ ୪ଟା । [23, 448, 151, 466]
registration-marks [160, 1483, 195, 1491]
cartoon-paragraph: ବିପଦରେ ପଡ଼ିଲେ ବନ୍ଧୁ ସାହା ହୁଅନ୍ତି ବୋଲି ଏ ଢଗ କହେ । ଗାଁ ଗହଳିର ମିଳାମିଶା ଜୀବନରେ ଏମିତି କେତେ କଥା ଲୋକମୁଖରେ ବଞ୍ଚି ରହିଛି । ସେ ସବୁକୁ ସାଇତି ରଖିବା ଆମ ସମସ୍ତଙ୍କ ଦାୟିତ୍ୱ । [18, 1112, 236, 1141]
district-heading: କୋରାପୁଟ [483, 128, 525, 141]
event-item: ▪ ନୂତନ ଭବନ ଉଦ୍‌ଘାଟନ ଉତ୍ସବ, ସ୍ଥାନ: ରେଡକ୍ରସ ଭବନ, ସମୟ: ପୂର୍ବାହ୍ଣ ୧୦ଟା । [301, 98, 429, 116]
event-item: ▪ ଶ୍ରୀଅରବିନ୍ଦ ପାଠଚକ୍ର ଓ ସାଂସ୍କୃତିକ ସନ୍ଧ୍ୟା, ସ୍ଥାନ: ଭଞ୍ଜ କଳାମଣ୍ଡପ, ସମୟ: ସନ୍ଧ୍ୟା ୬ଟା । [23, 204, 151, 231]
article-text: ଛତିଶଗଡ଼ ସରକାର ମହାନଦୀ ଉପର ମୁଣ୍ଡରେ ଏକାଧିକ ବ୍ୟାରେଜ ନିର୍ମାଣ କରୁଥିବାରୁ ହୀରାକୁଦକୁ ଜଳ ପ୍ରବାହ କମିଯାଇଛି । ଏହାର ପ୍ରତିବାଦରେ ରାଜ୍ୟ ସରକାର ଟ୍ରିବ୍ୟୁନାଲ ଗଠନ ଦାବି କରିଛନ୍ତି । ବିଶେଷଜ୍ଞ କମିଟିର ରିପୋର୍ଟ ଆସିବା ପରେ ପରବର୍ତ୍ତୀ ପଦକ୍ଷେପ ନିଆଯିବ ବୋଲି ଜଳସମ୍ପଦ ମନ୍ତ୍ରୀ କହିଛନ୍ତି । [365, 1033, 472, 1116]
section-rule [18, 700, 712, 701]
horoscope-text: ପାରିବାରିକ ଅଶାନ୍ତି ଦୂର ହୋଇ ସୌହାର୍ଦ୍ଦ୍ୟ ଫେରିବ । ନୂଆ ବ୍ୟବସାୟ ଆରମ୍ଭ ପାଇଁ ଶୁଭ ଦିନ । ଋଣ ପରିଶୋଧରେ ସଫଳ ହେବେ । ପ୍ରେମିକ ଯୁଗଳଙ୍କ ପାଇଁ ଦିନଟି ଆନନ୍ଦଦାୟକ । ସରକାରୀ କାମରେ ଅଗ୍ରଗତି ହେବ । ଯାତ୍ରାରେ ସତର୍କ ରୁହନ୍ତୁ । [779, 736, 928, 784]
zodiac-icon: ♉ [727, 253, 769, 295]
zodiac-figure [722, 337, 774, 395]
event-item: ▪ ବଡ଼ ଓଳିଆ ମଠ ପକ୍ଷରୁ ଅନ୍ନ ପ୍ରସାଦ ସେବନ, ସ୍ଥାନ: ମଠ ପରିସର, ସମୟ: ମଧ୍ୟାହ୍ନ ୧୨ଟା । [162, 144, 290, 171]
district-heading: ସମ୍ବଲପୁର [479, 214, 529, 226]
event-item: ▪ ଜିଲ୍ଲାସ୍ତରୀୟ କୃଷକ ସଚେତନତା ଶିବିର, ସ୍ଥାନ: ବ୍ଲକ ସମ୍ମିଳନୀ କକ୍ଷ, ସମୟ: ପୂର୍ବାହ୍ଣ ୧୦ଟା । [23, 278, 151, 305]
district-heading: କଳାହାଣ୍ଡି [482, 336, 526, 349]
dateline: ଭୁବନେଶ୍ୱର, ଗୁରୁବାର, ୧୧ ଡିସେମ୍ବର, ୨୦୧୪ [114, 11, 299, 23]
district-heading: ଯାଜପୁର [347, 119, 383, 132]
cartoon-title: ଢଗଢମାଳି [86, 907, 168, 930]
horoscope-text: କର୍ମବ୍ୟସ୍ତତା ବଢ଼ିବ । ଅଫିସ କାମରେ ପ୍ରଶଂସିତ ହେବେ । ଜମିବାଡ଼ି ସଂକ୍ରାନ୍ତ ବିବାଦର ସମାଧାନ ହେବ । ଅର୍ଥ ଆଗମ ଭଲ ରହିଲେ ମଧ୍ୟ ଖର୍ଚ୍ଚ ବଢ଼ିବ । ମାତାଙ୍କ ସ୍ୱାସ୍ଥ୍ୟ ପ୍ରତି ଧ୍ୟାନ ଦିଅନ୍ତୁ । ସାଂସ୍କୃତିକ କାର୍ଯ୍ୟରେ ଯୋଗ ଦେବେ । [779, 1036, 928, 1084]
event-item: ▪ ସମଲେଶ୍ୱରୀ ପୀଠରେ ବିଶେଷ ପୂଜା, ସ୍ଥାନ: ମନ୍ଦିର ପରିସର, ସମୟ: ସକାଳ ୭ଟା । [440, 229, 568, 247]
event-item: ▪ ସମ୍ବଲପୁରୀ ଲୋକଗୀତ ସନ୍ଧ୍ୟା, ସ୍ଥାନ: ଗଙ୍ଗାଧର ସଭାଗୃହ, ସମୟ: ସନ୍ଧ୍ୟା ୬ଟା । [440, 250, 568, 268]
page-number: ୪ [896, 4, 919, 42]
couplet-line1: ଅନାବନା ବର୍ଷା ଅଭାବ, [114, 969, 192, 981]
zodiac-icon: ♋ [727, 453, 769, 495]
zodiac-figure [722, 1237, 774, 1295]
event-item: ▪ ବାର୍ଷିକ କ୍ରୀଡ଼ା ପ୍ରତିଯୋଗିତା, ସ୍ଥାନ: ସରକାରୀ ହାଇସ୍କୁଲ ପଡ଼ିଆ, ସମୟ: ସକାଳ ୮ଟା । [162, 363, 290, 381]
district-heading: ବାଲେଶ୍ୱର [62, 262, 112, 275]
article-text: ଅଭାବୀ ବିକ୍ରି ରୋକିବାକୁ ମଣ୍ଡିଗୁଡ଼ିକରେ ନଜର ରଖିବା ପାଇଁ ସ୍ୱତନ୍ତ୍ର ଦଳ ଗଠନ କରାଯାଇଛି । ତଥାପି ଦଲାଲଙ୍କ ଦୌରାତ୍ମ୍ୟ କମୁନଥିବା ଅଭିଯୋଗ ହେଉଛି । କ୍ୱିଣ୍ଟାଲ ପିଛା ଧାର୍ଯ୍ୟ ଦରଠାରୁ ଶହେରୁ ଦୁଇଶହ ଟଙ୍କା କମ୍‌ରେ ଧାନ ବିକ୍ରି ହେଉଥିବା ଚାଷୀମାନେ କହୁଛନ୍ତି । ଏ ନେଇ ଜିଲ୍ଲା ପ୍ରଶାସନ ତଦନ୍ତ ଆରମ୍ଭ କରିଛି । କୃଷକ ସଂଗଠନଗୁଡ଼ିକ କେନ୍ଦ୍ରର ମନ୍ତବ୍ୟକୁ ବିରୋଧ କରି ଦାୟିତ୍ୱରୁ ଦୂରେଇ ଯାଉଥିବା ଅଭିଯୋଗ କରିଛନ୍ତି । [248, 1063, 355, 1183]
zodiac-name: କର୍କଟ [722, 437, 774, 450]
zodiac-name: କୁମ୍ଭ [722, 1137, 774, 1150]
district-heading: ଗଞ୍ଜାମ [209, 193, 243, 206]
event-item: ▪ ଆଦିବାସୀ ହସ୍ତଶିଳ୍ପ ପ୍ରଦର୍ଶନୀ, ସ୍ଥାନ: ଜିଲ୍ଲା ପରିଷଦ ପଡ଼ିଆ, ସମୟ: ଅପରାହ୍ଣ ୩ଟା । [440, 164, 568, 191]
cartoon-column [18, 903, 236, 1479]
zodiac-figure [722, 537, 774, 595]
continued-column [243, 903, 360, 1479]
district-heading: ନବରଙ୍ଗପୁର [336, 299, 394, 312]
event-item: ▪ କୃଷକ ସଚେତନତା ଶିବିର, ସ୍ଥାନ: ଭବାନୀପାଟଣା ବ୍ଲକ ଅଫିସ, ସମୟ: ପୂର୍ବାହ୍ଣ ୧୦ଟା । [440, 352, 568, 370]
event-item: ▪ ଯୋଗ ଶିବିର, ସ୍ଥାନ: ସତସଙ୍ଗ ବିହାର, ସମୟ: ସକାଳ ୬ଟା । [162, 306, 290, 324]
horoscope-text: କର୍ମକ୍ଷେତ୍ରରେ ଅଭିବୃଦ୍ଧି ଘଟିବ ଓ ଉଚ୍ଚାଧିକାରୀଙ୍କ ପ୍ରଶଂସା ମିଳିବ । ଅର୍ଥ ଆଗମ ସନ୍ତୋଷଜନକ ରହିବ । ବ୍ୟବସାୟରେ ନୂତନ ଯୋଜନା କାର୍ଯ୍ୟକାରୀ ହେବ । ଛାତ୍ରଛାତ୍ରୀଙ୍କ ପାଇଁ ଦିନଟି ଶୁଭ । ଦାମ୍ପତ୍ୟ ଜୀବନ ମଧୁର ରହିବ । ଯାତ୍ରା ଫଳପ୍ରଦ ହେବ । [779, 136, 928, 184]
event-item: ▪ ବନୀକରଣ ସଚେତନତା ସଭା, ସ୍ଥାନ: ବନ ବିଭାଗ କାର୍ଯ୍ୟାଳୟ, ସମୟ: ପୂର୍ବାହ୍ଣ ୧୧ଟା । [579, 211, 707, 229]
